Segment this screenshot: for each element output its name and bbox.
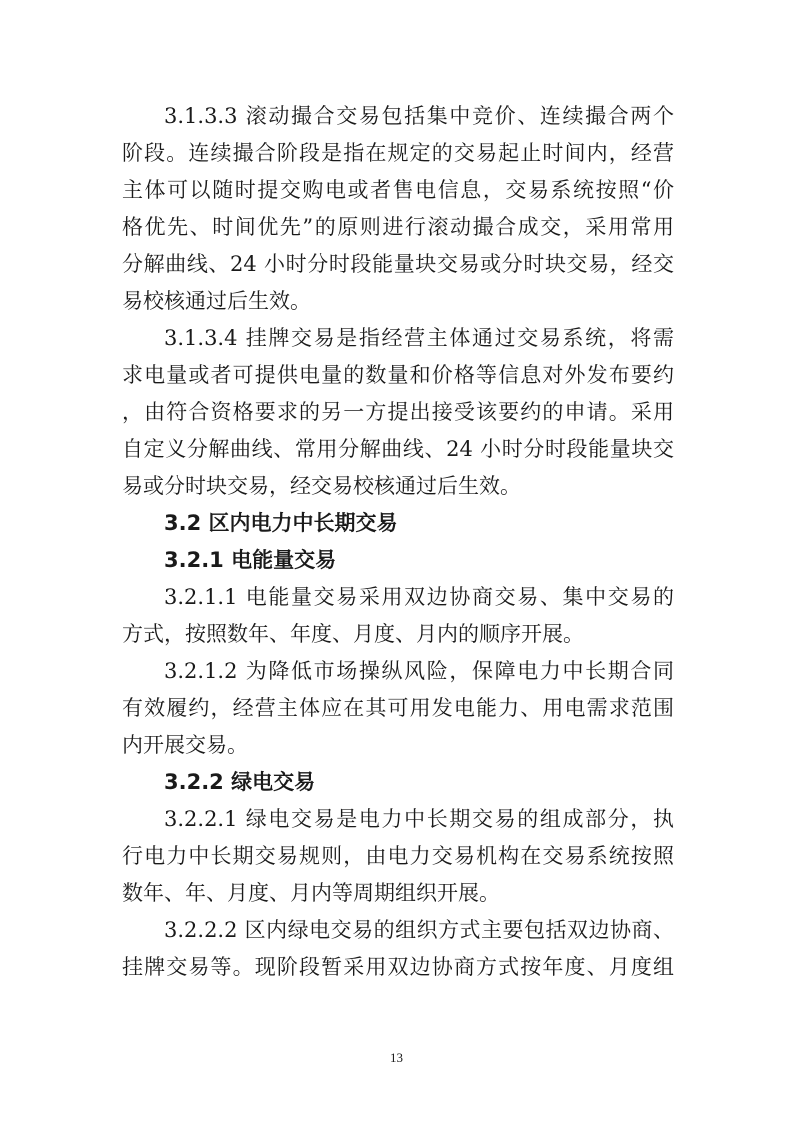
page-number: 13 [390, 1050, 403, 1065]
paragraph-3-2-2-2-line-2: 挂牌交易等。现阶段暂采用双边协商方式按年度、月度组 [122, 955, 674, 979]
paragraph-3-2-2-1-line-2: 行电力中长期交易规则，由电力交易机构在交易系统按照 [122, 844, 674, 868]
paragraph-3-2-2-2-line-1: 3.2.2.2 区内绿电交易的组织方式主要包括双边协商、 [164, 918, 674, 942]
paragraph-3-2-2-1-line-3: 数年、年、月度、月内等周期组织开展。 [122, 881, 500, 905]
section-heading-3-2-2: 3.2.2 绿电交易 [164, 770, 316, 794]
paragraph-3-1-3-4-line-2: 求电量或者可提供电量的数量和价格等信息对外发布要约 [122, 363, 674, 387]
paragraph-3-1-3-4-line-4: 自定义分解曲线、常用分解曲线、24 小时分时段能量块交 [122, 437, 674, 461]
paragraph-3-1-3-3-line-5: 分解曲线、24 小时分时段能量块交易或分时块交易，经交 [122, 252, 674, 276]
paragraph-3-1-3-3-line-1: 3.1.3.3 滚动撮合交易包括集中竞价、连续撮合两个 [164, 104, 674, 128]
paragraph-3-2-2-1-line-1: 3.2.2.1 绿电交易是电力中长期交易的组成部分，执 [164, 807, 674, 831]
paragraph-3-2-1-1-line-2: 方式，按照数年、年度、月度、月内的顺序开展。 [122, 622, 584, 646]
paragraph-3-1-3-4-line-3: ，由符合资格要求的另一方提出接受该要约的申请。采用 [122, 400, 674, 424]
paragraph-3-1-3-4-line-1: 3.1.3.4 挂牌交易是指经营主体通过交易系统，将需 [164, 326, 674, 350]
paragraph-3-1-3-3-line-2: 阶段。连续撮合阶段是指在规定的交易起止时间内，经营 [122, 141, 674, 165]
paragraph-3-1-3-3-line-4: 格优先、时间优先”的原则进行滚动撮合成交，采用常用 [122, 215, 674, 239]
paragraph-3-2-1-2-line-2: 有效履约，经营主体应在其可用发电能力、用电需求范围 [122, 696, 674, 720]
paragraph-3-1-3-3-line-3: 主体可以随时提交购电或者售电信息，交易系统按照“价 [122, 178, 674, 202]
paragraph-3-2-1-2-line-3: 内开展交易。 [122, 733, 248, 757]
section-heading-3-2-1: 3.2.1 电能量交易 [164, 548, 337, 572]
paragraph-3-1-3-3-line-6: 易校核通过后生效。 [122, 289, 311, 313]
section-heading-3-2: 3.2 区内电力中长期交易 [164, 511, 398, 535]
paragraph-3-2-1-1-line-1: 3.2.1.1 电能量交易采用双边协商交易、集中交易的 [164, 585, 674, 609]
paragraph-3-2-1-2-line-1: 3.2.1.2 为降低市场操纵风险，保障电力中长期合同 [164, 659, 674, 683]
paragraph-3-1-3-4-line-5: 易或分时块交易，经交易校核通过后生效。 [122, 474, 521, 498]
